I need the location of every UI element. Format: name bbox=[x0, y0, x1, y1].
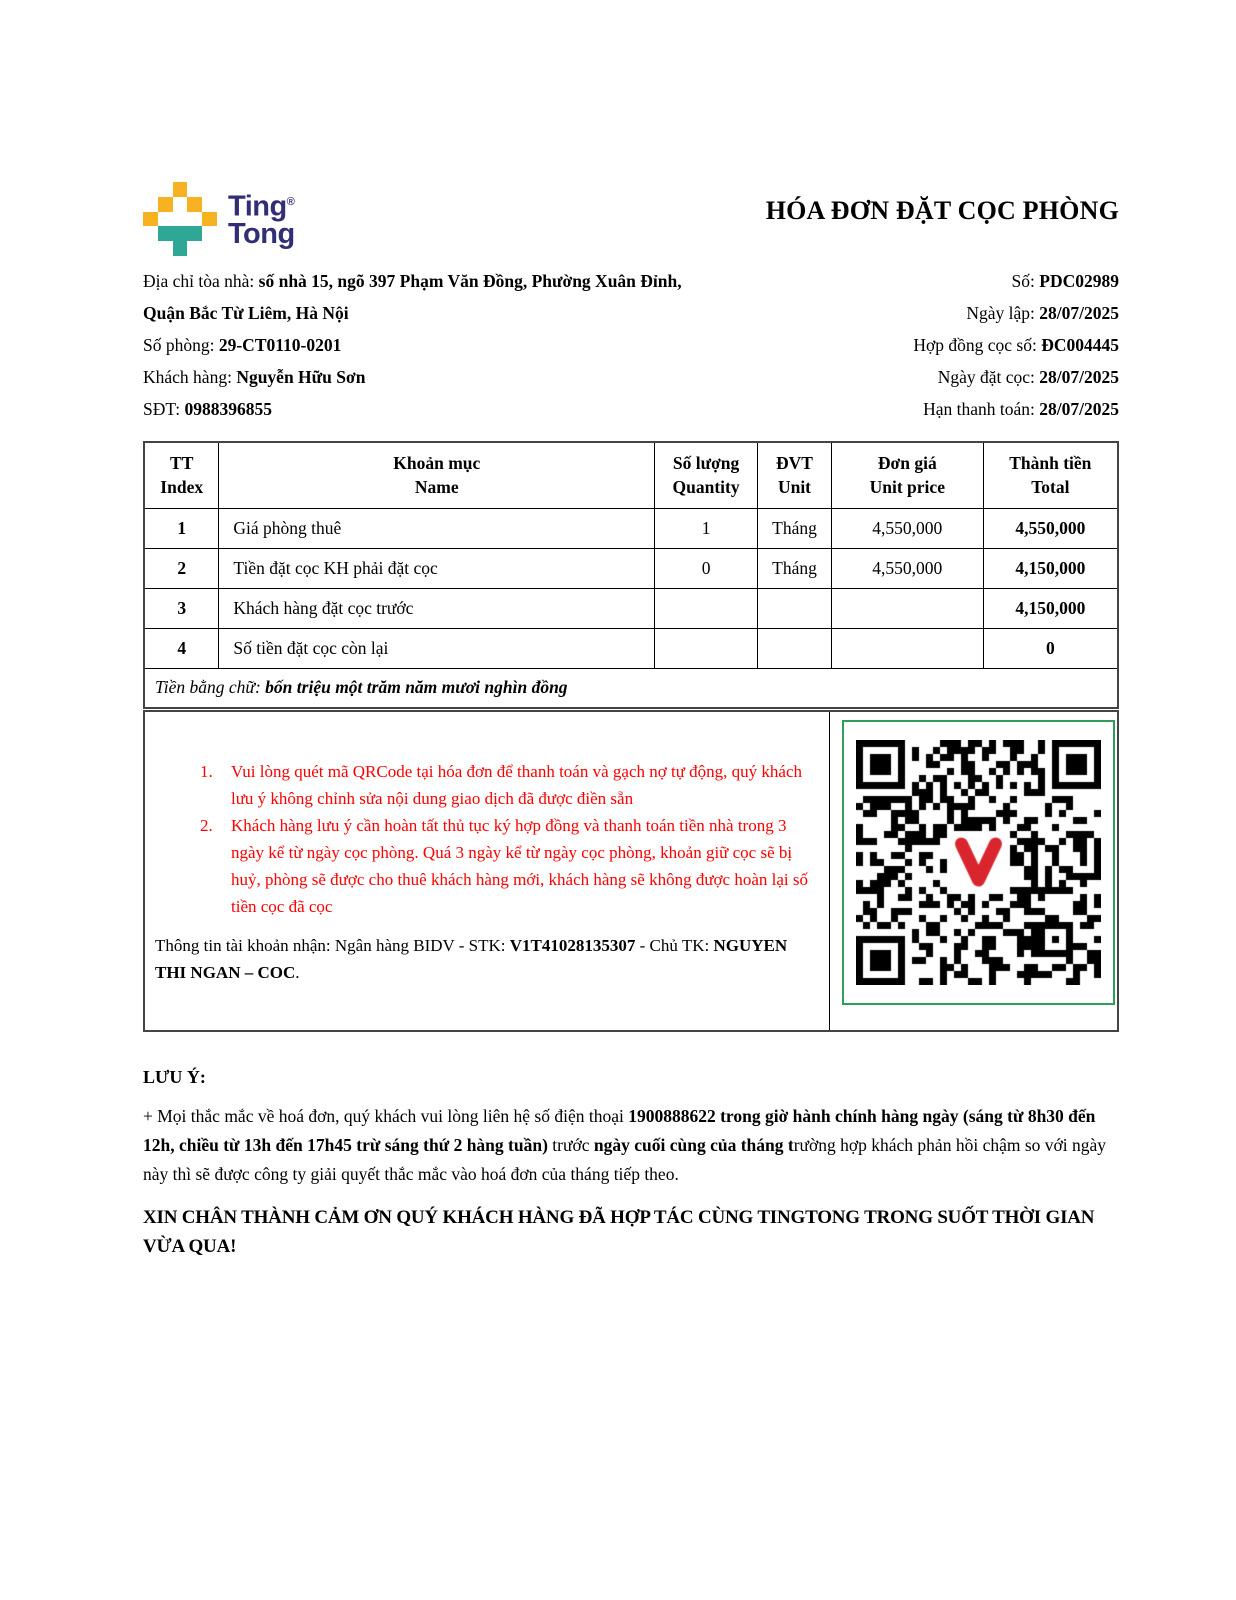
logo-pixel bbox=[158, 197, 173, 212]
customer-value: Nguyễn Hữu Sơn bbox=[236, 367, 366, 387]
bank-middle: - Chủ TK: bbox=[635, 936, 714, 955]
cell-unit-price bbox=[831, 628, 983, 668]
col-index: TT Index bbox=[144, 442, 219, 508]
brand-line-1: Ting bbox=[228, 190, 287, 223]
brand-line-2: Tong bbox=[228, 217, 295, 250]
cell-total: 4,150,000 bbox=[983, 548, 1118, 588]
cell-unit: Tháng bbox=[758, 548, 832, 588]
invoice-info bbox=[143, 265, 1119, 425]
table-row bbox=[144, 508, 1118, 548]
cell-quantity: 1 bbox=[655, 508, 758, 548]
cell-index: 1 bbox=[144, 508, 219, 548]
logo-pixel bbox=[173, 241, 188, 256]
amount-in-words-label: Tiền bằng chữ: bbox=[155, 677, 266, 698]
tingtong-logo-icon bbox=[143, 182, 217, 256]
cell-unit: Tháng bbox=[758, 508, 832, 548]
items-table bbox=[143, 441, 1119, 709]
logo-pixel bbox=[158, 226, 202, 241]
amount-in-words-value: bốn triệu một trăm năm mươi nghìn đồng bbox=[265, 677, 568, 698]
table-row bbox=[144, 628, 1118, 668]
table-row bbox=[144, 588, 1118, 628]
amount-in-words bbox=[144, 668, 1118, 708]
customer-phone bbox=[143, 393, 691, 425]
payment-notes-list bbox=[217, 758, 813, 920]
col-name: Khoản mục Name bbox=[219, 442, 655, 508]
payment-due-date: Hạn thanh toán: 28/07/2025 bbox=[923, 399, 1119, 419]
col-total: Thành tiền Total bbox=[983, 442, 1118, 508]
phone-label: SĐT: bbox=[143, 399, 185, 419]
cell-name: Giá phòng thuê bbox=[219, 508, 655, 548]
cell-total: 4,150,000 bbox=[983, 588, 1118, 628]
col-unit: ĐVT Unit bbox=[758, 442, 832, 508]
cell-unit-price: 4,550,000 bbox=[831, 548, 983, 588]
company-logo bbox=[143, 182, 295, 256]
cell-quantity bbox=[655, 628, 758, 668]
cell-quantity: 0 bbox=[655, 548, 758, 588]
logo-pixel bbox=[173, 182, 188, 197]
room-label: Số phòng: bbox=[143, 335, 219, 355]
cell-unit-price bbox=[831, 588, 983, 628]
qr-section bbox=[830, 712, 1117, 1030]
cell-name: Khách hàng đặt cọc trước bbox=[219, 588, 655, 628]
thank-you-message: XIN CHÂN THÀNH CẢM ƠN QUÝ KHÁCH HÀNG ĐÃ HỢP TÁC CÙNG TINGTONG TRONG SUỐT THỜI GIAN VỪA QUA! bbox=[143, 1207, 1095, 1257]
room-value: 29-CT0110-0201 bbox=[218, 335, 342, 355]
note-item-2: 2. Khách hàng lưu ý cần hoàn tất thủ tục ký hợp đồng và thanh toán tiền nhà trong 3 ngày kể từ ngày cọc phòng. Quá 3 ngày kể từ ngày cọc phòng, khoản giữ cọc sẽ bị huỷ, phòng sẽ được cho thuê khách hàng mới, khách hàng sẽ không được hoàn lại số tiền cọc đã cọc bbox=[217, 812, 813, 920]
invoice-title: HÓA ĐƠN ĐẶT CỌC PHÒNG bbox=[765, 196, 1119, 225]
notice-heading: LƯU Ý: bbox=[143, 1067, 206, 1087]
issue-date: Ngày lập: 28/07/2025 bbox=[966, 303, 1119, 323]
note-item-1: 1. Vui lòng quét mã QRCode tại hóa đơn để thanh toán và gạch nợ tự động, quý khách lưu ý không chỉnh sửa nội dung giao dịch đã được điền sẵn bbox=[217, 758, 813, 812]
cell-index: 3 bbox=[144, 588, 219, 628]
logo-pixel bbox=[143, 212, 158, 227]
cell-quantity bbox=[655, 588, 758, 628]
cell-unit bbox=[758, 588, 832, 628]
col-quantity: Số lượng Quantity bbox=[655, 442, 758, 508]
customer-info bbox=[143, 265, 691, 425]
logo-pixel bbox=[187, 197, 202, 212]
phone-value: 0988396855 bbox=[184, 399, 272, 419]
cell-name: Tiền đặt cọc KH phải đặt cọc bbox=[219, 548, 655, 588]
cell-unit bbox=[758, 628, 832, 668]
room-number bbox=[143, 329, 691, 361]
col-unit-price: Đơn giá Unit price bbox=[831, 442, 983, 508]
qr-frame bbox=[842, 720, 1115, 1005]
payment-notes-box bbox=[143, 710, 1119, 1032]
cell-total: 4,550,000 bbox=[983, 508, 1118, 548]
table-row bbox=[144, 548, 1118, 588]
payment-notes bbox=[145, 712, 830, 1030]
registered-trademark: ® bbox=[286, 196, 295, 208]
customer-name bbox=[143, 361, 691, 393]
deposit-contract-number: Hợp đồng cọc số: ĐC004445 bbox=[913, 335, 1119, 355]
invoice-page bbox=[143, 182, 1119, 1261]
cell-name: Số tiền đặt cọc còn lại bbox=[219, 628, 655, 668]
cell-total: 0 bbox=[983, 628, 1118, 668]
amount-in-words-row bbox=[144, 668, 1118, 708]
building-address-value: số nhà 15, ngõ 397 Phạm Văn Đồng, Phường Xuân Đỉnh, Quận Bắc Từ Liêm, Hà Nội bbox=[143, 271, 682, 323]
bank-account-number: V1T41028135307 bbox=[509, 936, 636, 955]
invoice-number: Số: PDC02989 bbox=[1011, 271, 1119, 291]
deposit-date: Ngày đặt cọc: 28/07/2025 bbox=[937, 367, 1119, 387]
bank-account-info bbox=[155, 932, 813, 986]
cell-index: 4 bbox=[144, 628, 219, 668]
notice-paragraph: + Mọi thắc mắc về hoá đơn, quý khách vui lòng liên hệ số điện thoại 1900888622 trong giờ hành chính hàng ngày (sáng từ 8h30 đến 12h, chiều từ 13h đến 17h45 trừ sáng thứ 2 hàng tuần) trước ngày cuối cùng của tháng trường hợp khách phản hồi chậm so với ngày này thì sẽ được công ty giải quyết thắc mắc vào hoá đơn của tháng tiếp theo. bbox=[143, 1106, 1107, 1184]
customer-label: Khách hàng: bbox=[143, 367, 237, 387]
cell-unit-price: 4,550,000 bbox=[831, 508, 983, 548]
table-header bbox=[144, 442, 1118, 508]
building-address-label: Địa chỉ tòa nhà: bbox=[143, 271, 259, 291]
brand-wordmark bbox=[228, 182, 295, 256]
payment-qr-code bbox=[856, 740, 1101, 985]
bank-account-holder: NGUYEN THI NGAN – COC bbox=[155, 936, 788, 982]
cell-index: 2 bbox=[144, 548, 219, 588]
bank-suffix: . bbox=[295, 963, 300, 982]
invoice-meta bbox=[719, 265, 1119, 425]
building-address bbox=[143, 265, 691, 329]
header bbox=[143, 182, 1119, 256]
bank-prefix: Thông tin tài khoản nhận: Ngân hàng BIDV - STK: bbox=[155, 936, 510, 955]
logo-pixel bbox=[202, 212, 217, 227]
